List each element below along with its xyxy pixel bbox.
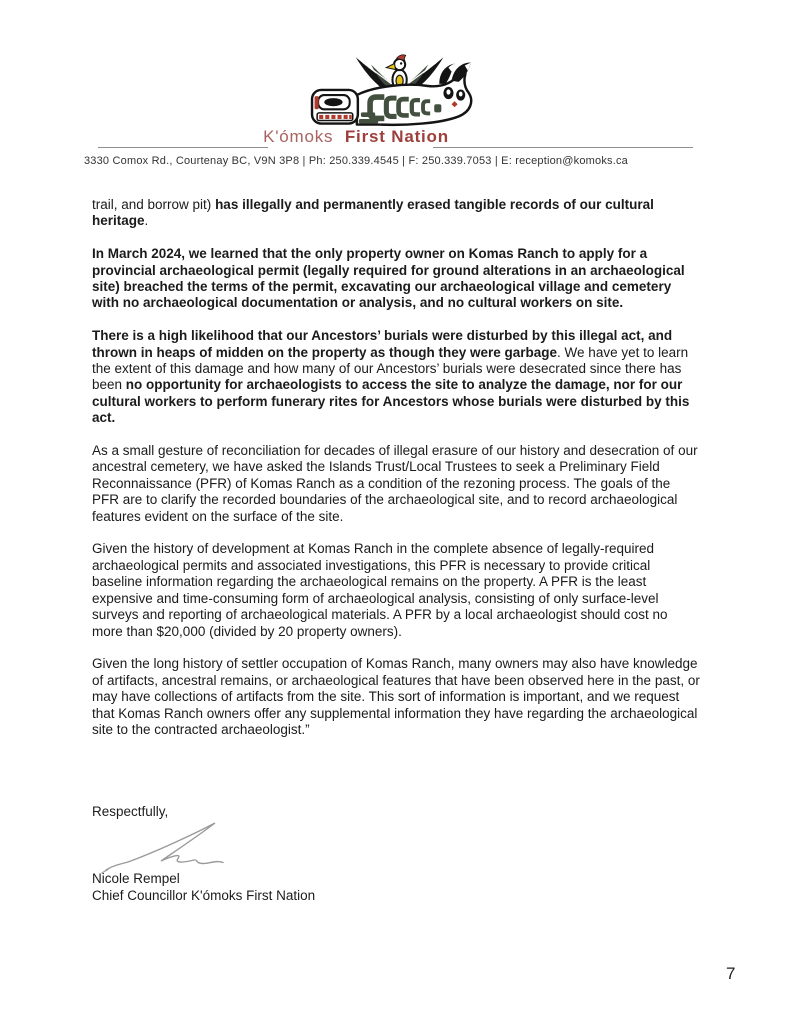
- signer-title: Chief Councillor K'ómoks First Nation: [92, 888, 316, 903]
- closing-salutation: Respectfully,: [92, 804, 169, 819]
- paragraph-run: trail, and borrow pit): [92, 197, 216, 212]
- header-rule-left: [98, 147, 268, 148]
- signer-name: Nicole Rempel: [92, 871, 180, 886]
- paragraph-run: Given the long history of settler occupation of Komas Ranch, many owners may also have knowledge of artifacts, ancestral remains, or archaeological features that have been observed here in the past, or may have collections of artifacts from the site. This sort of information is important, and we request that Komas Ranch owners offer any supplemental information they have regarding the archaeological site to the contracted archaeologist.”: [92, 656, 700, 737]
- paragraph-run: As a small gesture of reconciliation for decades of illegal erasure of our history and desecration of our ancestral cemetery, we have asked the Islands Trust/Local Trustees to seek a Preliminary Field Reconnaissance (PFR) of Komas Ranch as a condition of the rezoning process. The goals of the PFR are to clarify the recorded boundaries of the archaeological site, and to record archaeological features evident on the surface of the site.: [92, 443, 698, 524]
- paragraph-run-bold: There is a high likelihood that our Ancestors’ burials were disturbed by this illegal act, and thrown in heaps of midden on the property as though they were garbage: [92, 328, 673, 360]
- handwritten-signature-icon: [98, 818, 283, 878]
- paragraph: [92, 443, 700, 525]
- paragraph-run: . We have yet to learn the extent of this damage and how many of our Ancestors’ burials were desecrated since there has been: [92, 344, 689, 393]
- nation-name-bold: First Nation: [344, 127, 449, 146]
- letter-paragraphs: [92, 197, 700, 755]
- paragraph: [92, 656, 700, 738]
- paragraph-run: Given the history of development at Komas Ranch in the complete absence of legally-required archaeological permits and associated investigations, this PFR is necessary to provide critical baseline information regarding the archaeological remains on the property. A PFR is the least expensive and time-consuming form of archaeological analysis, consisting of only surface-level surveys and reporting of archaeological materials. A PFR by a local archaeologist should cost no more than $20,000 (divided by 20 property owners).: [92, 541, 668, 639]
- header-rule-right: [433, 147, 693, 148]
- paragraph-run-bold: no opportunity for archaeologists to access the site to analyze the damage, nor for our cultural workers to perform funerary rites for Ancestors whose burials were disturbed by this act.: [92, 377, 690, 426]
- paragraph-run-bold: In March 2024, we learned that the only property owner on Komas Ranch to apply for a provincial archaeological permit (legally required for ground alterations in an archaeological site) breached the terms of the permit, excavating our archaeological village and cemetery with no archaeological documentation or analysis, and no cultural workers on site.: [92, 246, 685, 311]
- paragraph: [92, 246, 700, 312]
- paragraph-run: .: [144, 213, 149, 229]
- paragraph: [92, 197, 700, 230]
- komoks-first-nation-crest-icon: [310, 54, 478, 130]
- paragraph: [92, 328, 700, 426]
- paragraph-run-bold: has illegally and permanently erased tangible records of our cultural heritage: [92, 197, 654, 229]
- nation-name-light: K'ómoks: [263, 127, 334, 146]
- paragraph: [92, 541, 700, 639]
- contact-info-line: 3330 Comox Rd., Courtenay BC, V9N 3P8 | Ph: 250.339.4545 | F: 250.339.7053 | E: reception@komoks.ca: [83, 155, 628, 167]
- page-number: 7: [726, 964, 736, 983]
- nation-name: [0, 127, 712, 147]
